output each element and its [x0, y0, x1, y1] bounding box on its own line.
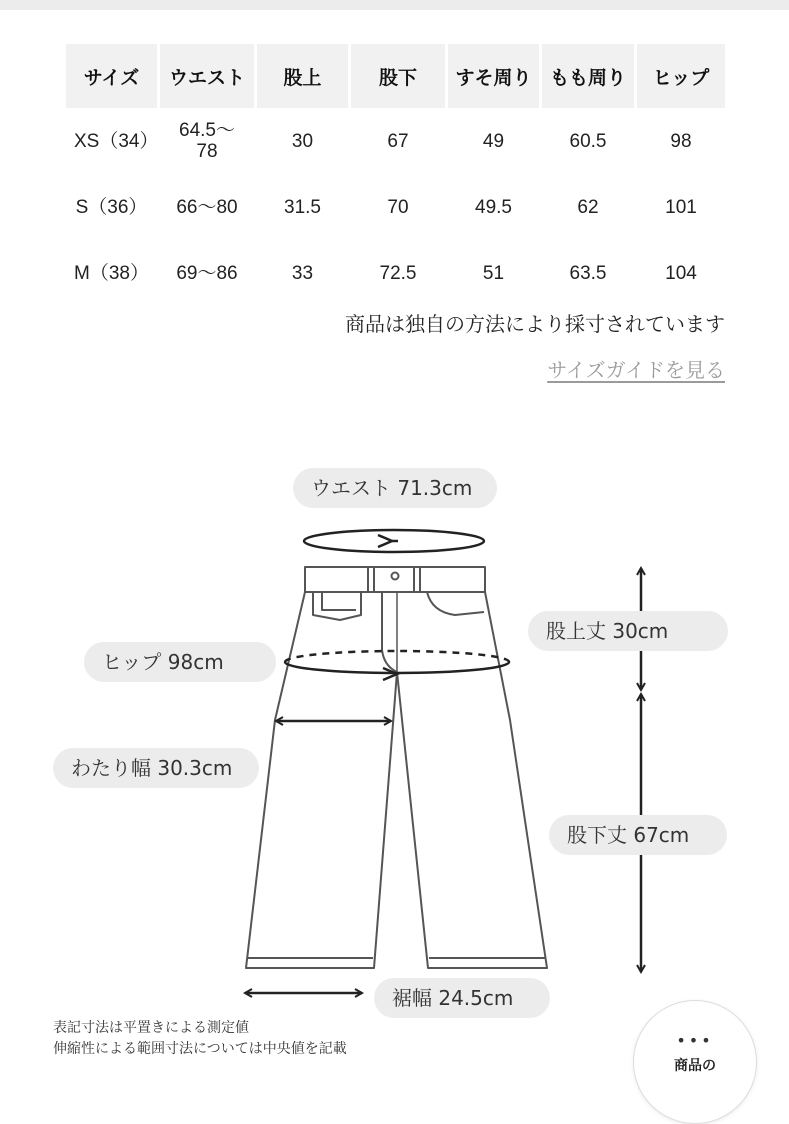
hem-label: 裾幅 24.5cm [374, 978, 550, 1018]
table-cell: 51 [482, 262, 505, 284]
pants-outline [246, 567, 547, 968]
measurement-note: 商品は独自の方法により採寸されています [345, 312, 725, 336]
header-waist: ウエスト [160, 44, 254, 108]
table-cell: 66〜80 [176, 196, 238, 218]
table-cell: 104 [665, 262, 697, 284]
table-cell: 49.5 [475, 196, 512, 218]
waist-label: ウエスト 71.3cm [293, 468, 497, 508]
table-cell: 70 [387, 196, 409, 218]
table-cell: 30 [291, 130, 314, 152]
header-hip: ヒップ [637, 44, 725, 108]
table-cell: S（36） [75, 196, 148, 218]
rise-label: 股上丈 30cm [528, 611, 728, 651]
more-dots-icon: ••• [676, 1031, 714, 1050]
footnote-line-2: 伸縮性による範囲寸法については中央値を記載 [53, 1041, 347, 1057]
size-guide-link[interactable]: サイズガイドを見る [547, 358, 725, 382]
table-cell: XS（34） [74, 130, 159, 152]
header-size: サイズ [66, 44, 157, 108]
table-cell: M（38） [74, 262, 149, 284]
table-cell: 31.5 [284, 196, 321, 218]
footnote-line-1: 表記寸法は平置きによる測定値 [53, 1020, 249, 1036]
table-cell: 67 [387, 130, 409, 152]
table-cell: 49 [482, 130, 505, 152]
footnote [53, 1018, 347, 1060]
product-floating-button[interactable] [633, 1000, 757, 1124]
table-cell: 33 [291, 262, 314, 284]
table-cell: 101 [665, 196, 697, 218]
table-cell: 60.5 [569, 130, 607, 152]
header-inseam: 股下 [351, 44, 445, 108]
table-cell: 62 [577, 196, 599, 218]
table-cell: 63.5 [569, 262, 607, 284]
inseam-label: 股下丈 67cm [549, 815, 727, 855]
table-cell: 72.5 [379, 262, 417, 284]
table-cell: 64.5〜78 [179, 120, 235, 162]
header-thigh: もも周り [542, 44, 634, 108]
table-cell: 98 [670, 130, 692, 152]
table-cell: 69〜86 [176, 262, 238, 284]
header-rise: 股上 [257, 44, 348, 108]
header-hem: すそ周り [448, 44, 539, 108]
hip-label: ヒップ 98cm [84, 642, 276, 682]
floating-button-label: 商品の [674, 1058, 716, 1074]
thigh-label: わたり幅 30.3cm [53, 748, 259, 788]
